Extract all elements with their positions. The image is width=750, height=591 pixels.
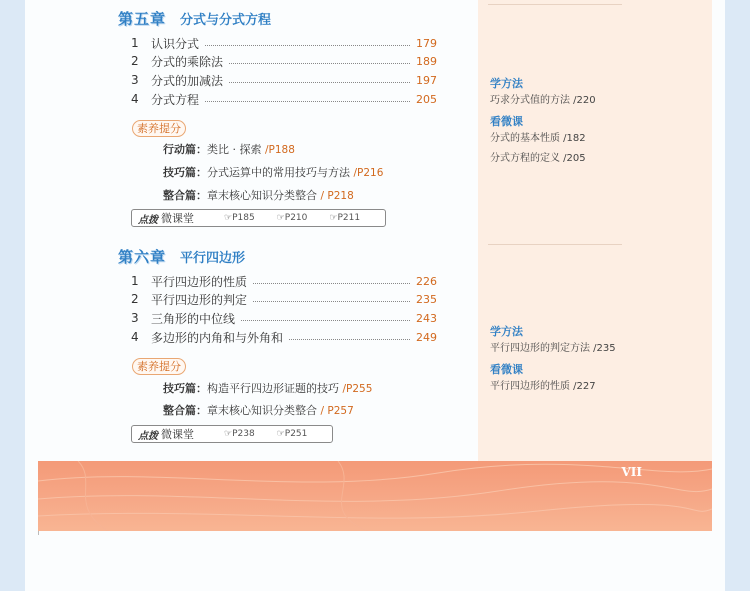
- section-title: 多边形的内角和与外角和: [151, 330, 284, 345]
- leader-dots: [241, 319, 410, 321]
- toc-entry[interactable]: [131, 309, 437, 327]
- pointing-hand-icon: ☞: [329, 213, 338, 223]
- topic-page-ref: /P188: [265, 144, 295, 156]
- leader-dots: [289, 338, 410, 340]
- pointing-hand-icon: ☞: [224, 213, 233, 223]
- leader-dots: [205, 100, 410, 102]
- sidebar-divider: [488, 4, 622, 5]
- section-title: 分式的加减法: [151, 73, 224, 88]
- weiketang-link[interactable]: ☞P210: [276, 213, 308, 223]
- leader-dots: [253, 282, 410, 284]
- topic-label: 技巧篇：: [163, 382, 207, 395]
- section-title: 分式的乘除法: [151, 54, 224, 69]
- section-page: 189: [416, 54, 437, 68]
- dianbo-logo: 点拨: [138, 214, 158, 226]
- toc-entry[interactable]: [131, 328, 437, 346]
- section-page: 235: [416, 292, 437, 306]
- side-video-heading: 看微课: [490, 115, 523, 128]
- weiketang-link[interactable]: ☞P185: [224, 213, 255, 223]
- topic-label: 整合篇：: [163, 189, 207, 202]
- chapter-heading: [118, 8, 271, 29]
- chapter-number: 第六章: [118, 248, 167, 266]
- section-page: 179: [416, 36, 437, 50]
- topic-line[interactable]: [163, 164, 383, 180]
- side-video-item[interactable]: 分式方程的定义 /205: [490, 153, 586, 164]
- section-title: 分式方程: [151, 92, 200, 107]
- topic-text: 章末核心知识分类整合: [207, 404, 321, 417]
- toc-entry[interactable]: [131, 290, 437, 308]
- side-video-item[interactable]: 分式的基本性质 /182: [490, 133, 586, 144]
- topic-text: 章末核心知识分类整合: [207, 189, 321, 202]
- weiketang-bar: [131, 425, 333, 443]
- section-number: 1: [131, 274, 139, 288]
- section-title: 平行四边形的判定: [151, 292, 248, 307]
- chapter-number: 第五章: [118, 10, 167, 28]
- toc-entry[interactable]: [131, 90, 437, 108]
- skill-badge: 素养提分: [132, 358, 186, 375]
- chapter-title: 分式与分式方程: [180, 13, 272, 28]
- side-video-heading: 看微课: [490, 363, 523, 376]
- footer-band: [38, 461, 712, 531]
- weiketang-bar: [131, 209, 386, 227]
- pointing-hand-icon: ☞: [224, 429, 233, 439]
- section-number: 4: [131, 92, 139, 106]
- toc-entry[interactable]: [131, 272, 437, 290]
- topic-line[interactable]: [163, 380, 372, 396]
- topic-text: 类比 · 探索: [207, 143, 265, 156]
- toc-entry[interactable]: [131, 52, 437, 70]
- section-page: 226: [416, 274, 437, 288]
- section-page: 243: [416, 311, 437, 325]
- topic-page-ref: / P257: [320, 405, 354, 417]
- page-number: VII: [621, 465, 642, 479]
- chapter-title: 平行四边形: [180, 251, 246, 266]
- weiketang-label: 微课堂: [161, 212, 194, 225]
- side-method-item[interactable]: 巧求分式值的方法 /220: [490, 95, 596, 106]
- toc-entry[interactable]: [131, 34, 437, 52]
- topic-line[interactable]: [163, 187, 354, 203]
- leader-dots: [229, 62, 410, 64]
- side-method-item[interactable]: 平行四边形的判定方法 /235: [490, 343, 616, 354]
- section-number: 4: [131, 330, 139, 344]
- section-number: 2: [131, 54, 139, 68]
- topic-label: 行动篇：: [163, 143, 207, 156]
- chapter-heading: [118, 246, 245, 267]
- section-page: 205: [416, 92, 437, 106]
- section-title: 三角形的中位线: [151, 311, 236, 326]
- leader-dots: [205, 44, 410, 46]
- topic-text: 构造平行四边形证题的技巧: [207, 382, 343, 395]
- section-page: 197: [416, 73, 437, 87]
- side-method-heading: 学方法: [490, 325, 523, 338]
- section-number: 3: [131, 73, 139, 87]
- topic-page-ref: / P218: [320, 190, 354, 202]
- section-title: 认识分式: [151, 36, 200, 51]
- pointing-hand-icon: ☞: [276, 429, 285, 439]
- weiketang-link[interactable]: ☞P251: [276, 429, 308, 439]
- leader-dots: [253, 300, 410, 302]
- topic-label: 技巧篇：: [163, 166, 207, 179]
- page-edge-mark: [38, 531, 39, 535]
- skill-badge: 素养提分: [132, 120, 186, 137]
- topic-page-ref: /P255: [342, 383, 373, 395]
- section-number: 1: [131, 36, 139, 50]
- topic-line[interactable]: [163, 402, 354, 418]
- topic-line[interactable]: [163, 141, 295, 157]
- section-number: 3: [131, 311, 139, 325]
- weiketang-link[interactable]: ☞P211: [329, 213, 361, 223]
- section-page: 249: [416, 330, 437, 344]
- side-video-item[interactable]: 平行四边形的性质 /227: [490, 381, 596, 392]
- topic-label: 整合篇：: [163, 404, 207, 417]
- contour-pattern: [38, 461, 712, 531]
- topic-page-ref: /P216: [353, 167, 384, 179]
- weiketang-link[interactable]: ☞P238: [224, 429, 255, 439]
- leader-dots: [229, 81, 410, 83]
- sidebar-divider: [488, 244, 622, 245]
- topic-text: 分式运算中的常用技巧与方法: [207, 166, 354, 179]
- side-method-heading: 学方法: [490, 77, 523, 90]
- section-title: 平行四边形的性质: [151, 274, 248, 289]
- weiketang-label: 微课堂: [161, 428, 194, 441]
- pointing-hand-icon: ☞: [276, 213, 285, 223]
- section-number: 2: [131, 292, 139, 306]
- dianbo-logo: 点拨: [138, 430, 158, 442]
- toc-entry[interactable]: [131, 71, 437, 89]
